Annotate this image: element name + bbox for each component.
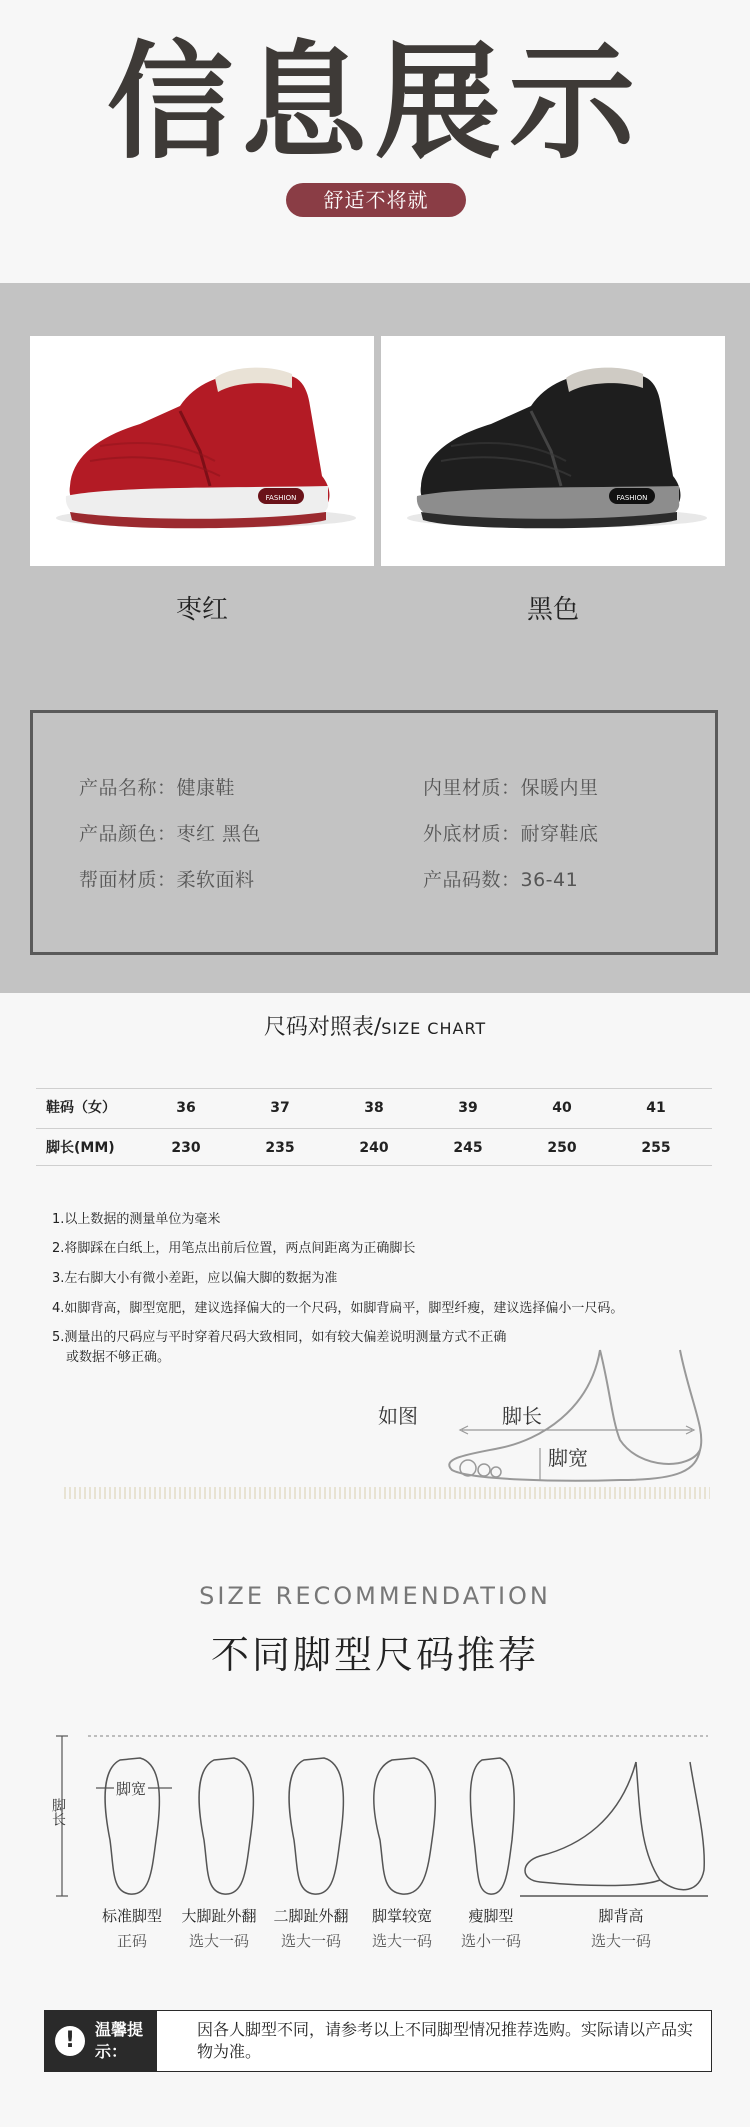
size-chart-title-en: SIZE CHART <box>381 1019 487 1038</box>
foot-type-advice: 正码 <box>116 1932 147 1950</box>
variant-label-black: 黑色 <box>526 595 579 625</box>
foot-type-name: 标准脚型 <box>101 1907 162 1925</box>
size-cell: 40 <box>552 1100 572 1116</box>
variant-label-red: 枣红 <box>175 595 228 625</box>
row-header-length: 脚长(MM) <box>46 1140 115 1156</box>
title-slash: / <box>373 1015 382 1040</box>
foot-type-name: 脚背高 <box>598 1907 644 1925</box>
note-item: 1.以上数据的测量单位为毫米 <box>52 1212 221 1227</box>
foot-types-illustration <box>0 1720 750 1900</box>
recommendation-title: 不同脚型尺码推荐 <box>210 1633 539 1677</box>
product-info-band <box>0 283 750 993</box>
spec-color: 产品颜色：枣红 黑色 <box>79 823 262 845</box>
svg-text:FASHION: FASHION <box>616 494 648 502</box>
note-item: 或数据不够正确。 <box>66 1350 171 1365</box>
note-item: 3.左右脚大小有微小差距，应以偏大脚的数据为准 <box>52 1271 338 1286</box>
exclamation-icon: ! <box>55 2026 85 2056</box>
foot-type-advice: 选小一码 <box>460 1932 521 1950</box>
foot-type-name: 脚掌较宽 <box>371 1907 432 1925</box>
length-cell: 235 <box>265 1140 295 1156</box>
measure-illustration <box>0 1330 750 1510</box>
tip-label: 温馨提示： <box>95 2020 144 2061</box>
foot-types-icons <box>0 1720 750 1900</box>
foot-type-advice: 选大一码 <box>188 1932 249 1950</box>
foot-type-advice: 选大一码 <box>280 1932 341 1950</box>
shoe-card-black[interactable] <box>381 336 725 566</box>
note-item: 5.测量出的尺码应与平时穿着尺码大致相同，如有较大偏差说明测量方式不正确 <box>52 1330 507 1345</box>
shoe-card-red[interactable] <box>30 336 374 566</box>
page-title: 信息展示 <box>107 29 643 176</box>
tip-label-block <box>45 2011 157 2071</box>
foot-type-name: 瘦脚型 <box>468 1907 514 1925</box>
spec-lining: 内里材质：保暖内里 <box>423 777 599 799</box>
tip-text: 因各人脚型不同，请参考以上不同脚型情况推荐选购。实际请以产品实物为准。 <box>197 2020 694 2061</box>
size-cell: 38 <box>364 1100 384 1116</box>
length-cell: 245 <box>453 1140 483 1156</box>
size-table <box>36 1088 712 1166</box>
spec-product-name: 产品名称：健康鞋 <box>79 777 236 799</box>
table-row <box>36 1089 712 1128</box>
length-cell: 250 <box>547 1140 577 1156</box>
size-cell: 36 <box>176 1100 196 1116</box>
table-row <box>36 1128 712 1167</box>
size-chart-title <box>0 1010 750 1041</box>
spec-upper: 帮面材质：柔软面料 <box>79 869 255 891</box>
note-item: 2.将脚踩在白纸上，用笔点出前后位置，两点间距离为正确脚长 <box>52 1241 416 1256</box>
red-shoe-image <box>30 336 374 566</box>
foot-type-advice: 选大一码 <box>590 1932 651 1950</box>
foot-measure-icon <box>0 1330 750 1510</box>
size-chart-title-cn: 尺码对照表 <box>263 1015 374 1040</box>
label-foot-width: 脚宽 <box>548 1446 588 1470</box>
foot-type-advice: 选大一码 <box>371 1932 432 1950</box>
hero-header <box>0 0 750 283</box>
length-cell: 240 <box>359 1140 389 1156</box>
tagline-badge: 舒适不将就 <box>286 183 466 217</box>
size-cell: 41 <box>646 1100 666 1116</box>
length-cell: 255 <box>641 1140 671 1156</box>
note-item: 4.如脚背高，脚型宽肥，建议选择偏大的一个尺码，如脚背扁平，脚型纤瘦，建议选择偏小一尺码。 <box>52 1301 624 1316</box>
label-foot-length: 脚长 <box>502 1404 542 1428</box>
warm-tip <box>44 2010 712 2072</box>
foot-type-name: 大脚趾外翻 <box>181 1907 257 1925</box>
spec-size-range: 产品码数：36-41 <box>423 869 579 891</box>
row-header-size: 鞋码（女） <box>46 1100 116 1116</box>
size-cell: 39 <box>458 1100 478 1116</box>
black-shoe-image <box>381 336 725 566</box>
width-label: 脚宽 <box>116 1780 147 1798</box>
divider-strip <box>64 1487 710 1499</box>
spec-outsole: 外底材质：耐穿鞋底 <box>423 823 599 845</box>
label-as-shown: 如图 <box>378 1404 418 1428</box>
foot-type-name: 二脚趾外翻 <box>273 1907 349 1925</box>
size-cell: 37 <box>270 1100 290 1116</box>
svg-text:FASHION: FASHION <box>265 494 297 502</box>
spec-panel <box>30 710 718 955</box>
length-axis-label: 脚长 <box>50 1798 66 1826</box>
recommendation-title-en: SIZE RECOMMENDATION <box>199 1582 551 1610</box>
length-cell: 230 <box>171 1140 201 1156</box>
